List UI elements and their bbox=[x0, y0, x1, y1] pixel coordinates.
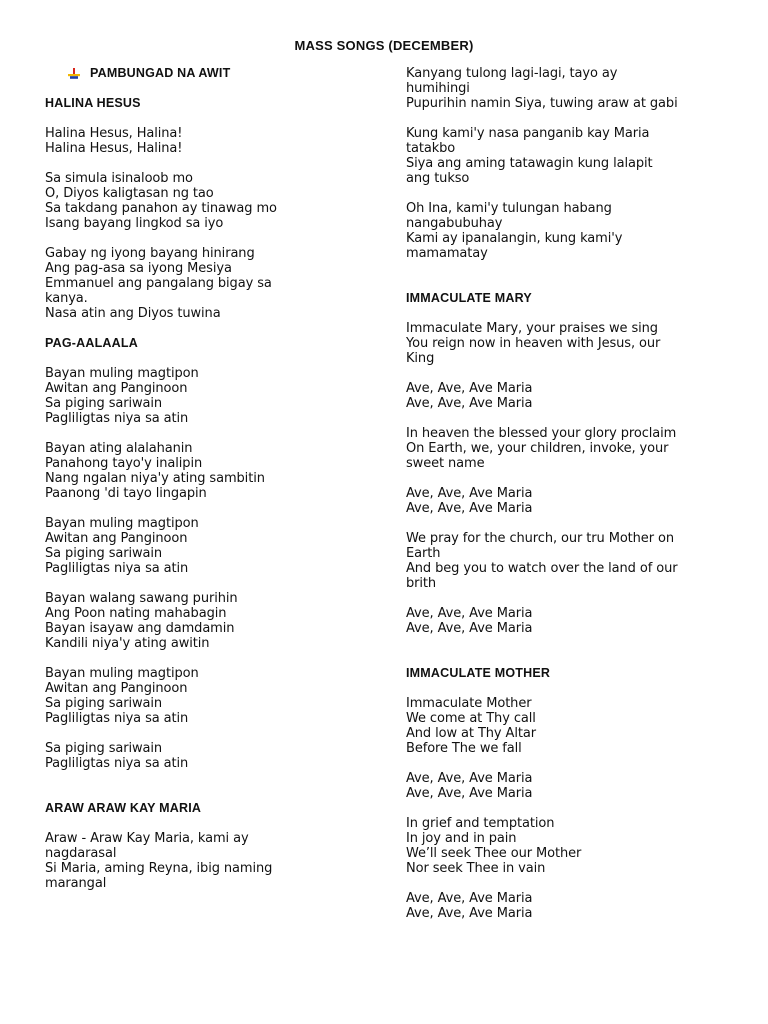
lyric-line: Paanong 'di tayo lingapin bbox=[45, 486, 207, 501]
stanza-gap bbox=[45, 321, 375, 336]
lyric-line: Bayan muling magtipon bbox=[45, 516, 199, 531]
song-title: ARAW ARAW KAY MARIA bbox=[45, 801, 202, 815]
stanza-gap bbox=[406, 471, 736, 486]
stanza-gap bbox=[406, 651, 736, 666]
lyric-line: Halina Hesus, Halina! bbox=[45, 141, 183, 156]
stanza-gap bbox=[45, 111, 375, 126]
song-title: IMMACULATE MARY bbox=[406, 291, 532, 305]
bullet-yellow-bar bbox=[68, 74, 80, 76]
lyric-line: Oh Ina, kami'y tulungan habang bbox=[406, 201, 612, 216]
lyric-line: tatakbo bbox=[406, 141, 456, 156]
lyric-line: Nang ngalan niya'y ating sambitin bbox=[45, 471, 265, 486]
lyric-line: marangal bbox=[45, 876, 107, 891]
lyric-line: Ave, Ave, Ave Maria bbox=[406, 501, 533, 516]
stanza-gap bbox=[406, 186, 736, 201]
song-title: PAG-AALAALA bbox=[45, 336, 138, 350]
bullet-blue-bar bbox=[70, 76, 78, 79]
bullet-red-bar bbox=[73, 68, 75, 74]
lyric-line: Pupurihin namin Siya, tuwing araw at gabi bbox=[406, 96, 678, 111]
lyric-line: Bayan walang sawang purihin bbox=[45, 591, 238, 606]
lyric-line: mamamatay bbox=[406, 246, 488, 261]
lyric-line: Pagliligtas niya sa atin bbox=[45, 561, 189, 576]
lyric-line: Earth bbox=[406, 546, 441, 561]
lyric-line: And beg you to watch over the land of our bbox=[406, 561, 678, 576]
lyric-line: Kanyang tulong lagi-lagi, tayo ay bbox=[406, 66, 618, 81]
lyric-line: nangabubuhay bbox=[406, 216, 503, 231]
lyric-line: Awitan ang Panginoon bbox=[45, 531, 188, 546]
lyric-line: We’ll seek Thee our Mother bbox=[406, 846, 582, 861]
lyric-line: Sa piging sariwain bbox=[45, 696, 163, 711]
stanza-gap bbox=[406, 306, 736, 321]
stanza-gap bbox=[406, 261, 736, 276]
stanza-gap bbox=[45, 426, 375, 441]
stanza-gap bbox=[406, 756, 736, 771]
lyric-line: Gabay ng iyong bayang hinirang bbox=[45, 246, 255, 261]
stanza-gap bbox=[45, 726, 375, 741]
left-column bbox=[45, 66, 375, 891]
lyric-line: On Earth, we, your children, invoke, your bbox=[406, 441, 669, 456]
stanza-gap bbox=[406, 411, 736, 426]
stanza-gap bbox=[406, 276, 736, 291]
stanza-gap bbox=[406, 801, 736, 816]
lyric-line: Bayan ating alalahanin bbox=[45, 441, 193, 456]
lyric-line: Ave, Ave, Ave Maria bbox=[406, 606, 533, 621]
lyric-line: Ave, Ave, Ave Maria bbox=[406, 906, 533, 921]
lyric-line: ang tukso bbox=[406, 171, 470, 186]
lyric-line: Ave, Ave, Ave Maria bbox=[406, 891, 533, 906]
stanza-gap bbox=[45, 156, 375, 171]
lyric-line: Si Maria, aming Reyna, ibig naming bbox=[45, 861, 273, 876]
lyric-line: Emmanuel ang pangalang bigay sa bbox=[45, 276, 272, 291]
stanza-gap bbox=[406, 111, 736, 126]
lyric-line: We pray for the church, our tru Mother on bbox=[406, 531, 674, 546]
lyric-line: O, Diyos kaligtasan ng tao bbox=[45, 186, 214, 201]
lyric-line: Bayan isayaw ang damdamin bbox=[45, 621, 235, 636]
section-heading: PAMBUNGAD NA AWIT bbox=[90, 66, 231, 80]
left-lyrics bbox=[45, 96, 375, 891]
right-lyrics bbox=[406, 66, 736, 921]
lyric-line: Araw - Araw Kay Maria, kami ay bbox=[45, 831, 249, 846]
section-heading-row bbox=[45, 66, 375, 81]
lyric-line: Kung kami'y nasa panganib kay Maria bbox=[406, 126, 650, 141]
lyric-line: Sa piging sariwain bbox=[45, 546, 163, 561]
lyric-line: King bbox=[406, 351, 435, 366]
lyric-line: Isang bayang lingkod sa iyo bbox=[45, 216, 224, 231]
lyric-line: Awitan ang Panginoon bbox=[45, 681, 188, 696]
stanza-gap bbox=[45, 816, 375, 831]
lyric-line: Bayan muling magtipon bbox=[45, 366, 199, 381]
lyric-line: Ave, Ave, Ave Maria bbox=[406, 786, 533, 801]
right-column bbox=[406, 66, 736, 921]
stanza-gap bbox=[406, 366, 736, 381]
lyric-line: Ave, Ave, Ave Maria bbox=[406, 396, 533, 411]
lyric-line: humihingi bbox=[406, 81, 470, 96]
lyric-line: Awitan ang Panginoon bbox=[45, 381, 188, 396]
lyric-line: Sa takdang panahon ay tinawag mo bbox=[45, 201, 277, 216]
lyric-line: Ave, Ave, Ave Maria bbox=[406, 621, 533, 636]
song-title: HALINA HESUS bbox=[45, 96, 141, 110]
lyric-line: Siya ang aming tatawagin kung lalapit bbox=[406, 156, 653, 171]
lyric-line: Ang pag-asa sa iyong Mesiya bbox=[45, 261, 232, 276]
stanza-gap bbox=[45, 771, 375, 786]
lyric-line: Bayan muling magtipon bbox=[45, 666, 199, 681]
lyric-line: Ave, Ave, Ave Maria bbox=[406, 381, 533, 396]
lyric-line: Pagliligtas niya sa atin bbox=[45, 756, 189, 771]
lyric-line: Kandili niya'y ating awitin bbox=[45, 636, 210, 651]
lyric-line: And low at Thy Altar bbox=[406, 726, 536, 741]
stanza-gap bbox=[45, 351, 375, 366]
lyric-line: In heaven the blessed your glory proclaim bbox=[406, 426, 677, 441]
lyric-line: Nor seek Thee in vain bbox=[406, 861, 546, 876]
lyric-line: Nasa atin ang Diyos tuwina bbox=[45, 306, 221, 321]
stanza-gap bbox=[45, 231, 375, 246]
page-title: MASS SONGS (DECEMBER) bbox=[294, 38, 474, 53]
lyric-line: Ang Poon nating mahabagin bbox=[45, 606, 227, 621]
lyric-line: nagdarasal bbox=[45, 846, 117, 861]
song-title: IMMACULATE MOTHER bbox=[406, 666, 551, 680]
lyric-line: Halina Hesus, Halina! bbox=[45, 126, 183, 141]
stanza-gap bbox=[406, 681, 736, 696]
lyric-line: Pagliligtas niya sa atin bbox=[45, 711, 189, 726]
lyric-line: Immaculate Mary, your praises we sing bbox=[406, 321, 658, 336]
lyric-line: Ave, Ave, Ave Maria bbox=[406, 486, 533, 501]
lyric-line: Pagliligtas niya sa atin bbox=[45, 411, 189, 426]
lyric-line: brith bbox=[406, 576, 437, 591]
lyric-line: Immaculate Mother bbox=[406, 696, 532, 711]
stanza-gap bbox=[45, 576, 375, 591]
lyric-line: In joy and in pain bbox=[406, 831, 517, 846]
stanza-gap bbox=[45, 651, 375, 666]
lyric-line: Sa simula isinaloob mo bbox=[45, 171, 193, 186]
lyric-line: sweet name bbox=[406, 456, 485, 471]
lyric-line: In grief and temptation bbox=[406, 816, 555, 831]
lyric-line: You reign now in heaven with Jesus, our bbox=[406, 336, 661, 351]
stanza-gap bbox=[45, 501, 375, 516]
stanza-gap bbox=[406, 591, 736, 606]
lyric-line: Kami ay ipanalangin, kung kami'y bbox=[406, 231, 623, 246]
stanza-gap bbox=[406, 876, 736, 891]
flag-bullet-icon bbox=[67, 67, 81, 81]
lyric-line: Sa piging sariwain bbox=[45, 396, 163, 411]
lyric-line: Before The we fall bbox=[406, 741, 522, 756]
lyric-line: kanya. bbox=[45, 291, 88, 306]
stanza-gap bbox=[406, 636, 736, 651]
lyric-line: Sa piging sariwain bbox=[45, 741, 163, 756]
lyric-line: We come at Thy call bbox=[406, 711, 536, 726]
stanza-gap bbox=[406, 516, 736, 531]
lyric-line: Panahong tayo'y inalipin bbox=[45, 456, 203, 471]
stanza-gap bbox=[45, 786, 375, 801]
lyric-line: Ave, Ave, Ave Maria bbox=[406, 771, 533, 786]
